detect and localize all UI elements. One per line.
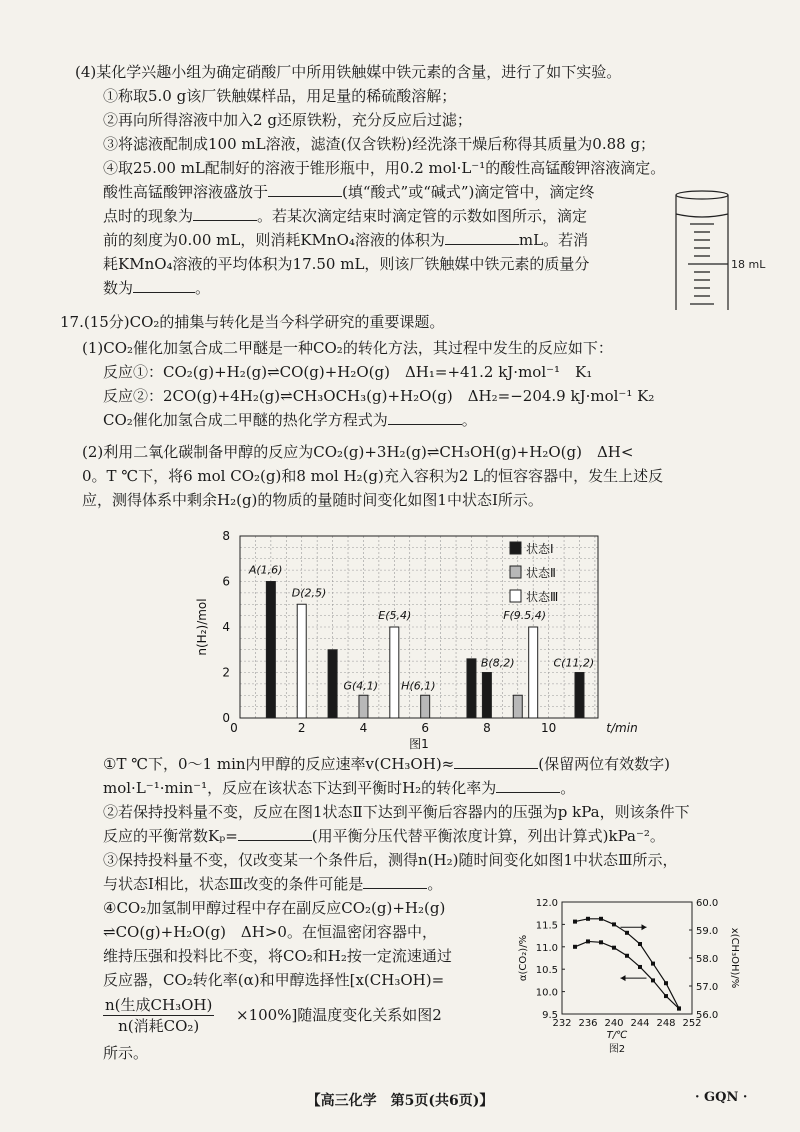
- x-axis-title: T/℃: [606, 1030, 628, 1041]
- q17-part1-intro: (1)CO₂催化加氢合成二甲醚是一种CO₂的转化方法，其过程中发生的反应如下：: [82, 339, 613, 357]
- q17-sub3-text-b: 与状态Ⅰ相比，状态Ⅲ改变的条件可能是: [103, 875, 364, 893]
- y-axis-title: n(H₂)/mol: [195, 598, 209, 656]
- series-marker: [638, 965, 642, 969]
- y-left-axis-title: α(CO₂)/%: [518, 934, 529, 982]
- y-left-tick-label: 10.5: [535, 965, 558, 977]
- y-left-tick-label: 10.0: [535, 987, 558, 999]
- y-tick-label: 4: [222, 620, 230, 634]
- plot-frame: [562, 902, 692, 1014]
- legend-label: 状态Ⅰ: [526, 542, 554, 556]
- bar-状态Ⅲ: [390, 627, 399, 718]
- q17-part2-line1: (2)利用二氧化碳制备甲醇的反应为CO₂(g)+3H₂(g)⇌CH₃OH(g)+H₂O(g) ΔH<: [82, 443, 634, 461]
- arrow-left-head: [621, 975, 626, 981]
- x-tick-label: 244: [630, 1018, 650, 1029]
- p4-line9: [103, 278, 210, 298]
- q17-sub2-line1: ②若保持投料量不变，反应在图1状态Ⅱ下达到平衡后容器内的压强为p kPa，则该条件下: [103, 803, 690, 821]
- q17-sub3-line1: ③保持投料量不变，仅改变某一个条件后，测得n(H₂)随时间变化如图1中状态Ⅲ所示，: [103, 851, 678, 869]
- q17-dme-question: [103, 410, 477, 430]
- figure1-caption: 图1: [409, 737, 429, 751]
- point-label: B(8,2): [480, 656, 515, 670]
- bar-状态Ⅰ: [467, 659, 476, 718]
- y-right-axis-title: x(CH₃OH)/%: [729, 927, 740, 989]
- legend-swatch: [510, 542, 521, 554]
- y-tick-label: 8: [222, 529, 230, 543]
- bar-状态Ⅲ: [529, 627, 538, 718]
- q17-dme-text-b: 。: [461, 411, 477, 429]
- series-marker: [677, 1007, 681, 1011]
- series-marker: [664, 994, 668, 998]
- series-marker: [586, 939, 590, 943]
- bar-状态Ⅲ: [297, 604, 306, 718]
- p4-line7: [103, 230, 588, 250]
- y-left-tick-label: 11.5: [535, 920, 558, 932]
- bar-状态Ⅱ: [359, 695, 368, 718]
- bar-状态Ⅱ: [513, 695, 522, 718]
- answer-blank-conversion[interactable]: [496, 778, 560, 793]
- q17-sub4-line5: ×100%]随温度变化关系如图2: [236, 1006, 442, 1024]
- bar-状态Ⅰ: [266, 582, 275, 719]
- burette-figure: [668, 186, 778, 314]
- meniscus: [676, 214, 728, 217]
- series-marker: [638, 942, 642, 946]
- y-right-tick-label: 60.0: [696, 898, 719, 909]
- x-tick-label: 236: [578, 1018, 598, 1029]
- q17-sub1-line1: [103, 754, 670, 774]
- series-marker: [599, 917, 603, 921]
- point-label: A(1,6): [248, 563, 283, 577]
- p4-line6: [103, 206, 587, 226]
- y-right-tick-label: 56.0: [696, 1010, 719, 1021]
- figure1-bar-chart: [180, 522, 640, 752]
- series-marker: [612, 922, 616, 926]
- q17-reaction1: 反应①：CO₂(g)+H₂(g)⇌CO(g)+H₂O(g) ΔH₁=+41.2 kJ·mol⁻¹ K₁: [103, 363, 593, 381]
- q17-part2-line3: 应，测得体系中剩余H₂(g)的物质的量随时间变化如图1中状态Ⅰ所示。: [82, 491, 543, 509]
- p4-line7-text-b: mL。若消: [518, 231, 589, 249]
- q17-part2-line2: 0。T ℃下，将6 mol CO₂(g)和8 mol H₂(g)充入容积为2 L的恒容容器中，发生上述反: [82, 467, 664, 485]
- answer-blank-burette-type[interactable]: [268, 182, 342, 197]
- series-marker: [612, 946, 616, 950]
- y-right-tick-label: 57.0: [696, 982, 719, 993]
- y-left-tick-label: 9.5: [542, 1010, 558, 1021]
- legend-swatch: [510, 590, 521, 602]
- point-label: H(6,1): [401, 679, 436, 693]
- q17-sub4-line1: ④CO₂加氢制甲醇过程中存在副反应CO₂(g)+H₂(g): [103, 899, 446, 917]
- selectivity-fraction: [103, 995, 214, 1036]
- p4-header: (4)某化学兴趣小组为确定硝酸厂中所用铁触媒中铁元素的含量，进行了如下实验。: [75, 63, 622, 81]
- series-marker: [573, 945, 577, 949]
- q17-sub4-line3: 维持压强和投料比不变，将CO₂和H₂按一定流速通过: [103, 947, 452, 965]
- q17-sub4-line6: 所示。: [103, 1044, 149, 1062]
- origin-label: 0: [230, 721, 238, 735]
- p4-line8: 耗KMnO₄溶液的平均体积为17.50 mL，则该厂铁触媒中铁元素的质量分: [103, 255, 590, 273]
- figure2-line-chart: [512, 890, 780, 1060]
- point-label: D(2,5): [291, 586, 327, 600]
- series-marker: [625, 931, 629, 935]
- q17-sub3-line2: [103, 874, 442, 894]
- q17-reaction2: 反应②：2CO(g)+4H₂(g)⇌CH₃OCH₃(g)+H₂O(g) ΔH₂=−204.9 kJ·mol⁻¹ K₂: [103, 387, 655, 405]
- y-left-tick-label: 11.0: [535, 942, 558, 954]
- q17-sub1-text-b: (保留两位有效数字): [538, 755, 670, 773]
- legend-label: 状态Ⅱ: [526, 566, 556, 580]
- p4-step1: ①称取5.0 g该厂铁触媒样品，用足量的稀硫酸溶解；: [103, 87, 457, 105]
- q17-sub1-text-d: 。: [560, 779, 576, 797]
- y-tick-label: 6: [222, 574, 230, 589]
- x-tick-label: 2: [297, 721, 306, 735]
- p4-line5: [103, 182, 594, 202]
- q17-sub1-line2: [103, 778, 575, 798]
- series-marker: [625, 954, 629, 958]
- fraction-numerator: n(生成CH₃OH): [105, 996, 213, 1014]
- answer-blank-thermo-eq[interactable]: [388, 410, 462, 425]
- footer-code: · GQN ·: [695, 1090, 748, 1105]
- legend-label: 状态Ⅲ: [526, 590, 559, 604]
- point-label: G(4,1): [343, 679, 379, 693]
- legend-swatch: [510, 566, 521, 578]
- p4-line9-text-b: 。: [195, 279, 211, 297]
- bar-状态Ⅰ: [328, 650, 337, 718]
- series-marker: [599, 940, 603, 944]
- y-left-tick-label: 12.0: [535, 898, 558, 909]
- p4-step2: ②再向所得溶液中加入2 g还原铁粉，充分反应后过滤；: [103, 111, 472, 129]
- q17-sub4-line4: 反应器，CO₂转化率(α)和甲醇选择性[x(CH₃OH)=: [103, 971, 445, 989]
- x-tick-label: 240: [604, 1018, 624, 1029]
- figure2-caption: 图2: [608, 1044, 626, 1055]
- answer-blank-rate[interactable]: [454, 754, 538, 769]
- p4-step4: ④取25.00 mL配制好的溶液于锥形瓶中，用0.2 mol·L⁻¹的酸性高锰酸钾溶液滴定。: [103, 159, 666, 177]
- y-right-tick-label: 58.0: [696, 954, 719, 965]
- x-axis-title: t/min: [606, 721, 638, 735]
- q17-sub3-text-c: 。: [427, 875, 443, 893]
- y-tick-label: 2: [222, 665, 230, 680]
- p4-line6-text-a: 点时的现象为: [103, 207, 194, 225]
- q17-sub2-text-b: 反应的平衡常数Kₚ=: [103, 827, 238, 845]
- series-marker: [651, 978, 655, 982]
- answer-blank-mass-fraction[interactable]: [133, 278, 195, 293]
- x-tick-label: 232: [552, 1018, 572, 1029]
- p4-line5-text-b: (填“酸式”或“碱式”)滴定管中，滴定终: [342, 183, 595, 201]
- q17-sub2-text-c: (用平衡分压代替平衡浓度计算，列出计算式)kPa⁻²。: [311, 827, 665, 845]
- fraction-denominator: n(消耗CO₂): [118, 1017, 200, 1035]
- x-tick-label: 4: [359, 721, 368, 735]
- series-line-left: [575, 941, 679, 1008]
- point-label: C(11,2): [553, 656, 595, 670]
- arrow-right-head: [642, 924, 647, 930]
- burette-reading-label: 18 mL: [731, 258, 766, 271]
- bar-状态Ⅰ: [482, 673, 491, 719]
- answer-blank-endpoint[interactable]: [193, 206, 257, 221]
- point-label: F(9.5,4): [503, 609, 547, 622]
- answer-blank-volume[interactable]: [445, 230, 519, 245]
- p4-step3: ③将滤液配制成100 mL溶液，滤渣(仅含铁粉)经洗涤干燥后称得其质量为0.88 g；: [103, 135, 656, 153]
- series-marker: [651, 962, 655, 966]
- bar-状态Ⅱ: [421, 695, 430, 718]
- series-marker: [573, 920, 577, 924]
- p4-line6-text-b: 。若某次滴定结束时滴定管的示数如图所示，滴定: [257, 207, 588, 225]
- bar-状态Ⅰ: [575, 673, 584, 719]
- x-tick-label: 10: [540, 721, 557, 735]
- x-tick-label: 8: [483, 721, 491, 735]
- answer-blank-condition[interactable]: [363, 874, 427, 889]
- x-tick-label: 248: [656, 1018, 676, 1029]
- answer-blank-kp[interactable]: [238, 826, 312, 841]
- q17-dme-text-a: CO₂催化加氢合成二甲醚的热化学方程式为: [103, 411, 388, 429]
- q17-sub1-text-a: ①T ℃下，0～1 min内甲醇的反应速率v(CH₃OH)≈: [103, 755, 455, 773]
- x-tick-label: 252: [682, 1018, 702, 1029]
- series-marker: [586, 917, 590, 921]
- p4-line9-text-a: 数为: [103, 279, 134, 297]
- y-tick-label: 0: [222, 711, 230, 725]
- y-right-tick-label: 59.0: [696, 926, 719, 937]
- p4-line7-text-a: 前的刻度为0.00 mL，则消耗KMnO₄溶液的体积为: [103, 231, 445, 249]
- q17-sub4-line2: ⇌CO(g)+H₂O(g) ΔH>0。在恒温密闭容器中，: [103, 923, 437, 941]
- page-footer: 【高三化学 第5页(共6页)】: [306, 1093, 494, 1109]
- series-marker: [664, 981, 668, 985]
- q17-sub1-text-c: mol·L⁻¹·min⁻¹，反应在该状态下达到平衡时H₂的转化率为: [103, 779, 497, 797]
- q17-title: 17.(15分)CO₂的捕集与转化是当今科学研究的重要课题。: [60, 313, 445, 331]
- p4-line5-text-a: 酸性高锰酸钾溶液盛放于: [103, 183, 269, 201]
- point-label: E(5,4): [378, 609, 412, 622]
- q17-sub2-line2: [103, 826, 665, 846]
- x-tick-label: 6: [421, 721, 429, 735]
